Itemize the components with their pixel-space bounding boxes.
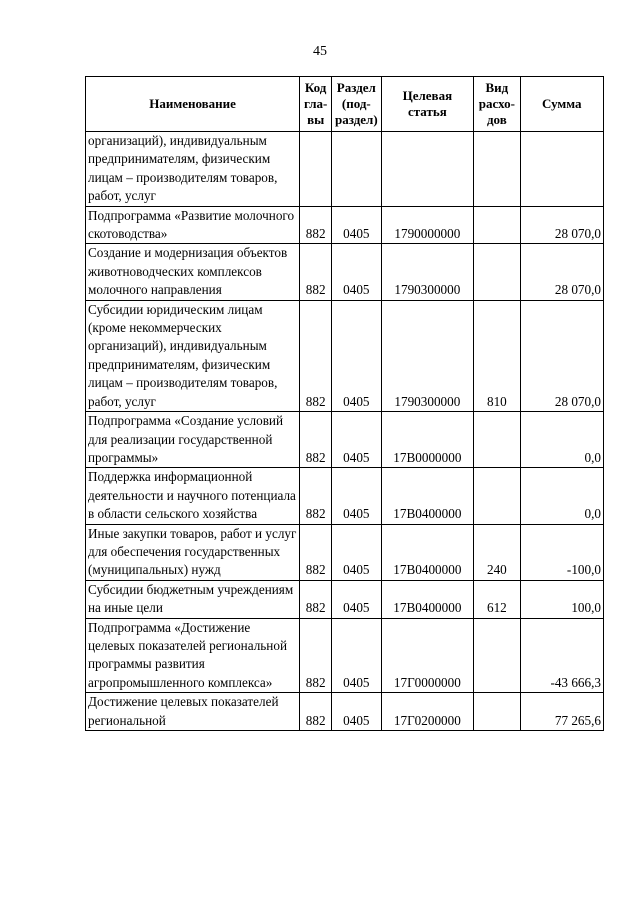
- cell-code: 882: [300, 580, 332, 618]
- cell-section: 0405: [332, 524, 381, 580]
- cell-name: Субсидии бюджетным учреждениям на иные цели: [86, 580, 300, 618]
- cell-code: 882: [300, 693, 332, 731]
- cell-section: 0405: [332, 693, 381, 731]
- cell-sum: 100,0: [520, 580, 603, 618]
- header-type: Вид расхо- дов: [474, 77, 520, 132]
- cell-section: [332, 132, 381, 207]
- table-row: [86, 524, 604, 580]
- table-row: [86, 412, 604, 468]
- cell-name: Достижение целевых показателей региональной: [86, 693, 300, 731]
- cell-target: 1790300000: [381, 244, 474, 300]
- table-row: [86, 300, 604, 411]
- cell-type: 810: [474, 300, 520, 411]
- cell-name: Иные закупки товаров, работ и услуг для обеспечения государственных (муниципальных) нужд: [86, 524, 300, 580]
- cell-section: 0405: [332, 412, 381, 468]
- header-section: Раздел (под- раздел): [332, 77, 381, 132]
- cell-name: Подпрограмма «Достижение целевых показателей региональной программы развития агропромышленного комплекса»: [86, 618, 300, 693]
- cell-type: 612: [474, 580, 520, 618]
- cell-code: 882: [300, 524, 332, 580]
- cell-target: 1790300000: [381, 300, 474, 411]
- cell-sum: [520, 132, 603, 207]
- table-header-row: [86, 77, 604, 132]
- cell-code: [300, 132, 332, 207]
- cell-code: 882: [300, 468, 332, 524]
- table-row: [86, 618, 604, 693]
- cell-sum: 28 070,0: [520, 206, 603, 244]
- cell-section: 0405: [332, 206, 381, 244]
- cell-type: [474, 412, 520, 468]
- cell-target: 17В0400000: [381, 580, 474, 618]
- table-row: [86, 580, 604, 618]
- cell-code: 882: [300, 412, 332, 468]
- cell-code: 882: [300, 300, 332, 411]
- cell-target: 1790000000: [381, 206, 474, 244]
- header-target: Целевая статья: [381, 77, 474, 132]
- cell-section: 0405: [332, 580, 381, 618]
- cell-name: Подпрограмма «Создание условий для реализации государственной программы»: [86, 412, 300, 468]
- cell-target: 17В0000000: [381, 412, 474, 468]
- cell-sum: -100,0: [520, 524, 603, 580]
- cell-type: [474, 206, 520, 244]
- cell-section: 0405: [332, 468, 381, 524]
- cell-sum: -43 666,3: [520, 618, 603, 693]
- cell-section: 0405: [332, 244, 381, 300]
- header-name: Наименование: [86, 77, 300, 132]
- cell-type: [474, 244, 520, 300]
- cell-name: Создание и модернизация объектов животноводческих комплексов молочного направления: [86, 244, 300, 300]
- cell-name: организаций), индивидуальным предпринимателям, физическим лицам – производителям товаров, работ, услуг: [86, 132, 300, 207]
- cell-code: 882: [300, 206, 332, 244]
- cell-type: [474, 132, 520, 207]
- cell-sum: 28 070,0: [520, 300, 603, 411]
- cell-target: 17В0400000: [381, 468, 474, 524]
- cell-target: 17В0400000: [381, 524, 474, 580]
- cell-section: 0405: [332, 618, 381, 693]
- cell-name: Поддержка информационной деятельности и научного потенциала в области сельского хозяйства: [86, 468, 300, 524]
- cell-target: 17Г0000000: [381, 618, 474, 693]
- table-row: [86, 244, 604, 300]
- cell-type: [474, 468, 520, 524]
- cell-sum: 77 265,6: [520, 693, 603, 731]
- cell-type: [474, 618, 520, 693]
- cell-name: Субсидии юридическим лицам (кроме некоммерческих организаций), индивидуальным предпринимателям, физическим лицам – производителям товаров, работ, услуг: [86, 300, 300, 411]
- cell-code: 882: [300, 618, 332, 693]
- table-row: [86, 206, 604, 244]
- cell-target: 17Г0200000: [381, 693, 474, 731]
- cell-type: [474, 693, 520, 731]
- cell-name: Подпрограмма «Развитие молочного скотоводства»: [86, 206, 300, 244]
- table-row: [86, 693, 604, 731]
- cell-sum: 0,0: [520, 412, 603, 468]
- cell-sum: 0,0: [520, 468, 603, 524]
- header-code: Код гла- вы: [300, 77, 332, 132]
- cell-type: 240: [474, 524, 520, 580]
- cell-target: [381, 132, 474, 207]
- page-number: 45: [313, 44, 327, 59]
- header-sum: Сумма: [520, 77, 603, 132]
- table-row: [86, 132, 604, 207]
- cell-section: 0405: [332, 300, 381, 411]
- budget-table: [85, 76, 604, 731]
- cell-code: 882: [300, 244, 332, 300]
- table-row: [86, 468, 604, 524]
- cell-sum: 28 070,0: [520, 244, 603, 300]
